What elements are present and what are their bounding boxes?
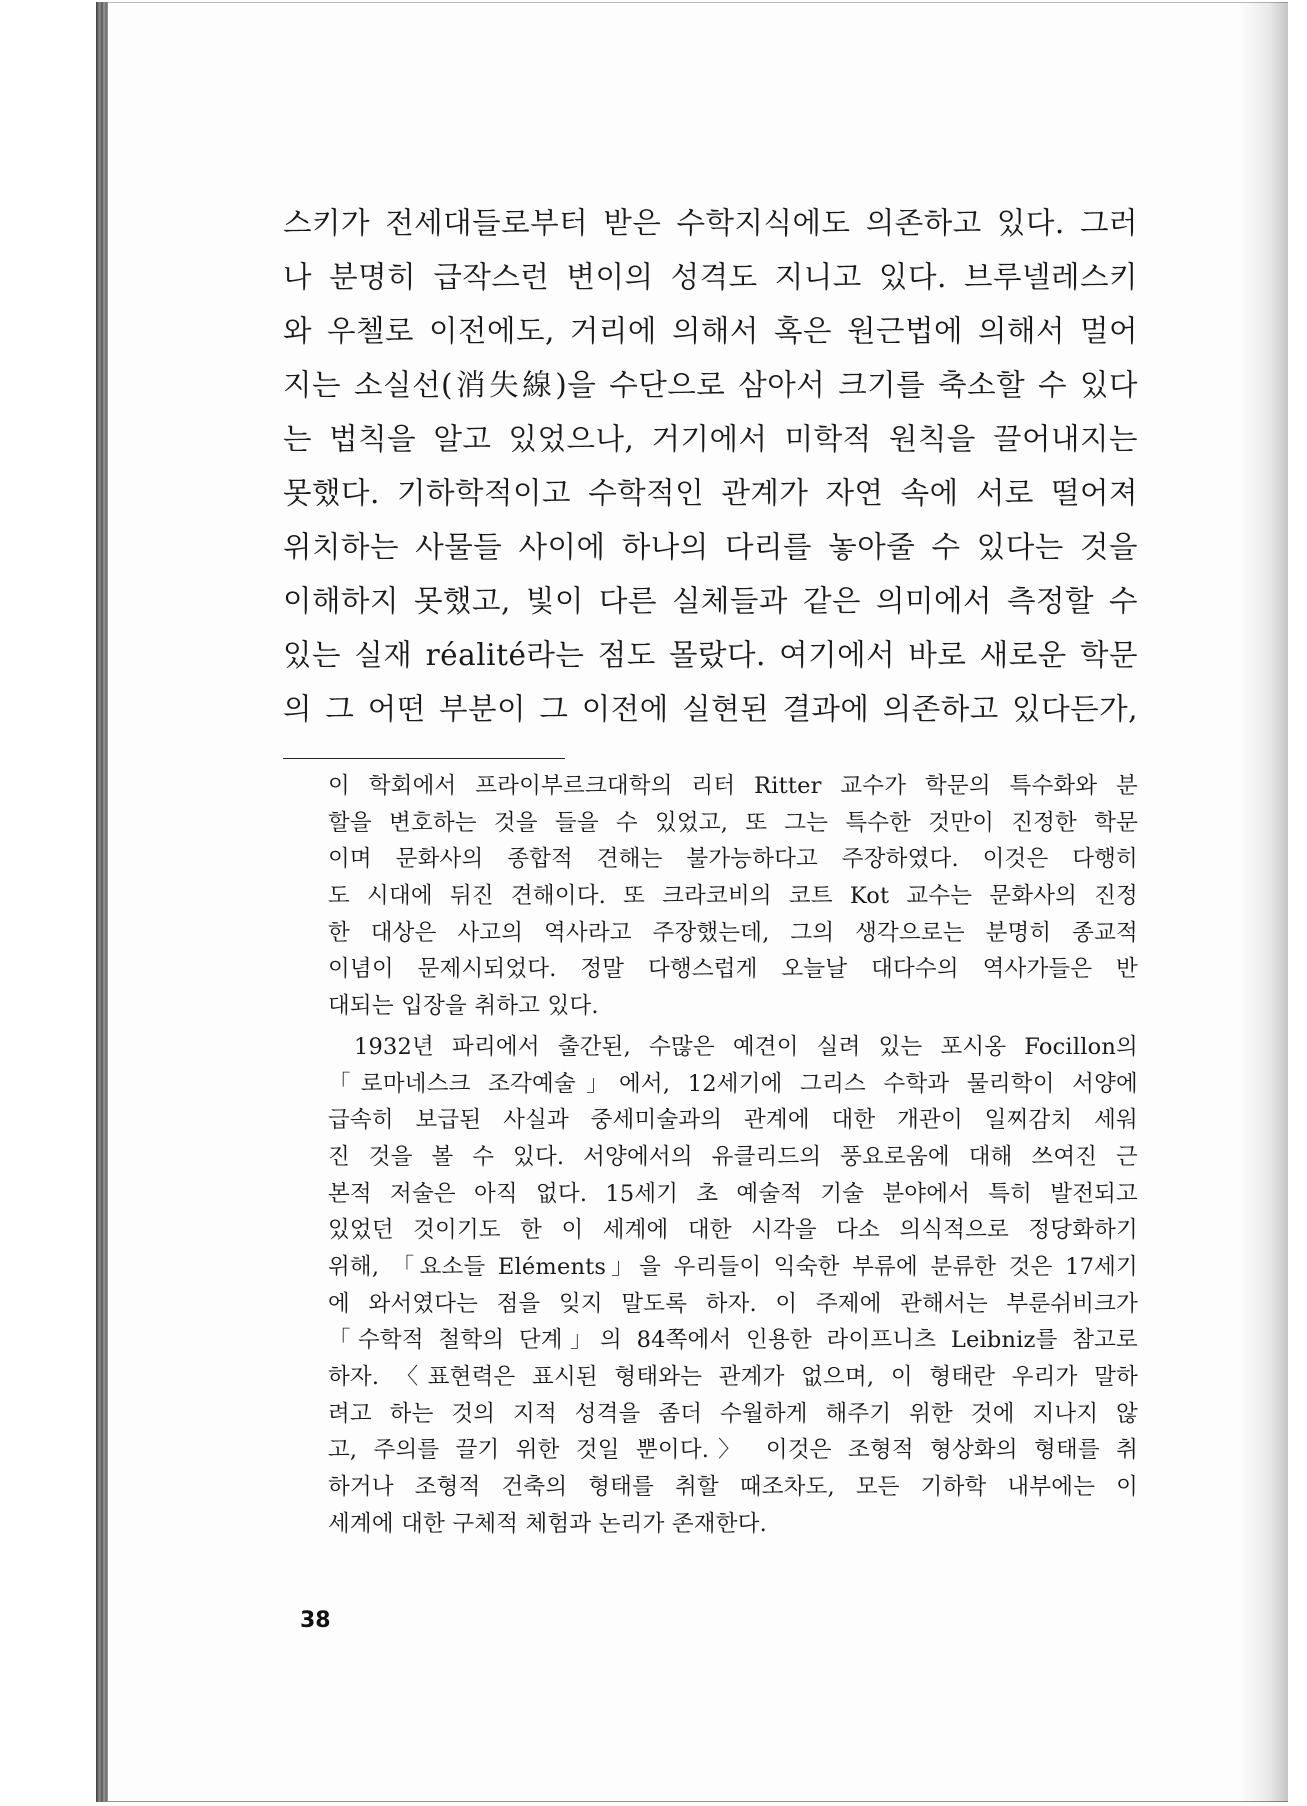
body-line: 못했다. 기하학적이고 수학적인 관계가 자연 속에 서로 떨어져 xyxy=(283,476,1138,510)
footnote-line: 하거나 조형적 건축의 형태를 취할 때조차도, 모든 기하학 내부에는 이 xyxy=(328,1474,1138,1501)
footnote-line: 대되는 입장을 취하고 있다. xyxy=(328,993,599,1020)
footnote-line: 고, 주의를 끌기 위한 것일 뿐이다.〉 이것은 조형적 형상화의 형태를 취 xyxy=(328,1437,1138,1464)
body-line: 위치하는 사물들 사이에 하나의 다리를 놓아줄 수 있다는 것을 xyxy=(283,530,1138,564)
footnote-line: 진 것을 볼 수 있다. 서양에서의 유클리드의 풍요로움에 대해 쓰여진 근 xyxy=(328,1143,1138,1170)
body-line: 의 그 어떤 부분이 그 이전에 실현된 결과에 의존하고 있다든가, xyxy=(283,692,1138,726)
footnote-line: 본적 저술은 아직 없다. 15세기 초 예술적 기술 분야에서 특히 발전되고 xyxy=(328,1180,1138,1207)
footnote-line: 에 와서였다는 점을 잊지 말도록 하자. 이 주제에 관해서는 부룬쉬비크가 xyxy=(328,1290,1138,1317)
footnote-line: 1932년 파리에서 출간된, 수많은 예견이 실려 있는 포시옹 Focillon의 xyxy=(354,1033,1138,1060)
background-right xyxy=(1288,0,1307,1806)
footnote-line: 하자. 〈표현력은 표시된 형태와는 관계가 없으며, 이 형태란 우리가 말하 xyxy=(328,1364,1138,1390)
footnote-line: 한 대상은 사고의 역사라고 주장했는데, 그의 생각으로는 분명히 종교적 xyxy=(328,919,1138,946)
footnote-line: 이념이 문제시되었다. 정말 다행스럽게 오늘날 대다수의 역사가들은 반 xyxy=(328,956,1138,983)
background-left xyxy=(0,0,96,1806)
footnote-line: 이며 문화사의 종합적 견해는 불가능하다고 주장하였다. 이것은 다행히 xyxy=(328,846,1138,873)
footnote-line: 있었던 것이기도 한 이 세계에 대한 시각을 다소 의식적으로 정당화하기 xyxy=(328,1217,1138,1244)
body-line: 나 분명히 급작스런 변이의 성격도 지니고 있다. 브루넬레스키 xyxy=(283,260,1138,294)
footnotes xyxy=(328,768,1138,1542)
footnote-line: 위해, 「요소들 Eléments」을 우리들이 익숙한 부류에 분류한 것은 17세기 xyxy=(328,1253,1138,1280)
footnote-divider xyxy=(283,758,565,759)
body-line: 지는 소실선(消失線)을 수단으로 삼아서 크기를 축소할 수 있다 xyxy=(283,368,1138,402)
footnote-line: 「로마네스크 조각예술」에서, 12세기에 그리스 수학과 물리학이 서양에 xyxy=(328,1070,1138,1097)
body-line: 와 우첼로 이전에도, 거리에 의해서 혹은 원근법에 의해서 멀어 xyxy=(283,314,1138,348)
footnote-paragraph-1 xyxy=(328,768,1138,1025)
footnote-line: 도 시대에 뒤진 견해이다. 또 크라코비의 코트 Kot 교수는 문화사의 진정 xyxy=(328,883,1138,910)
main-body-text xyxy=(283,196,1138,736)
body-line: 있는 실재 réalité라는 점도 몰랐다. 여기에서 바로 새로운 학문 xyxy=(283,638,1138,672)
body-line: 스키가 전세대들로부터 받은 수학지식에도 의존하고 있다. 그러 xyxy=(283,206,1138,240)
footnote-line: 이 학회에서 프라이부르크대학의 리터 Ritter 교수가 학문의 특수화와 분 xyxy=(328,773,1138,799)
page-gutter-shadow xyxy=(1240,2,1288,1802)
footnote-line: 할을 변호하는 것을 들을 수 있었고, 또 그는 특수한 것만이 진정한 학문 xyxy=(328,809,1138,836)
footnote-line: 세계에 대한 구체적 체험과 논리가 존재한다. xyxy=(328,1510,767,1537)
body-line: 는 법칙을 알고 있었으나, 거기에서 미학적 원칙을 끌어내지는 xyxy=(283,422,1138,456)
page-number: 38 xyxy=(300,1608,331,1633)
footnote-line: 급속히 보급된 사실과 중세미술과의 관계에 대한 개관이 일찌감치 세워 xyxy=(328,1107,1138,1134)
footnote-paragraph-2 xyxy=(328,1029,1138,1543)
footnote-line: 려고 하는 것의 지적 성격을 좀더 수월하게 해주기 위한 것에 지나지 않 xyxy=(328,1400,1138,1427)
footnote-line: 「수학적 철학의 단계」의 84쪽에서 인용한 라이프니츠 Leibniz를 참고로 xyxy=(328,1327,1138,1354)
body-line: 이해하지 못했고, 빛이 다른 실체들과 같은 의미에서 측정할 수 xyxy=(283,584,1138,618)
